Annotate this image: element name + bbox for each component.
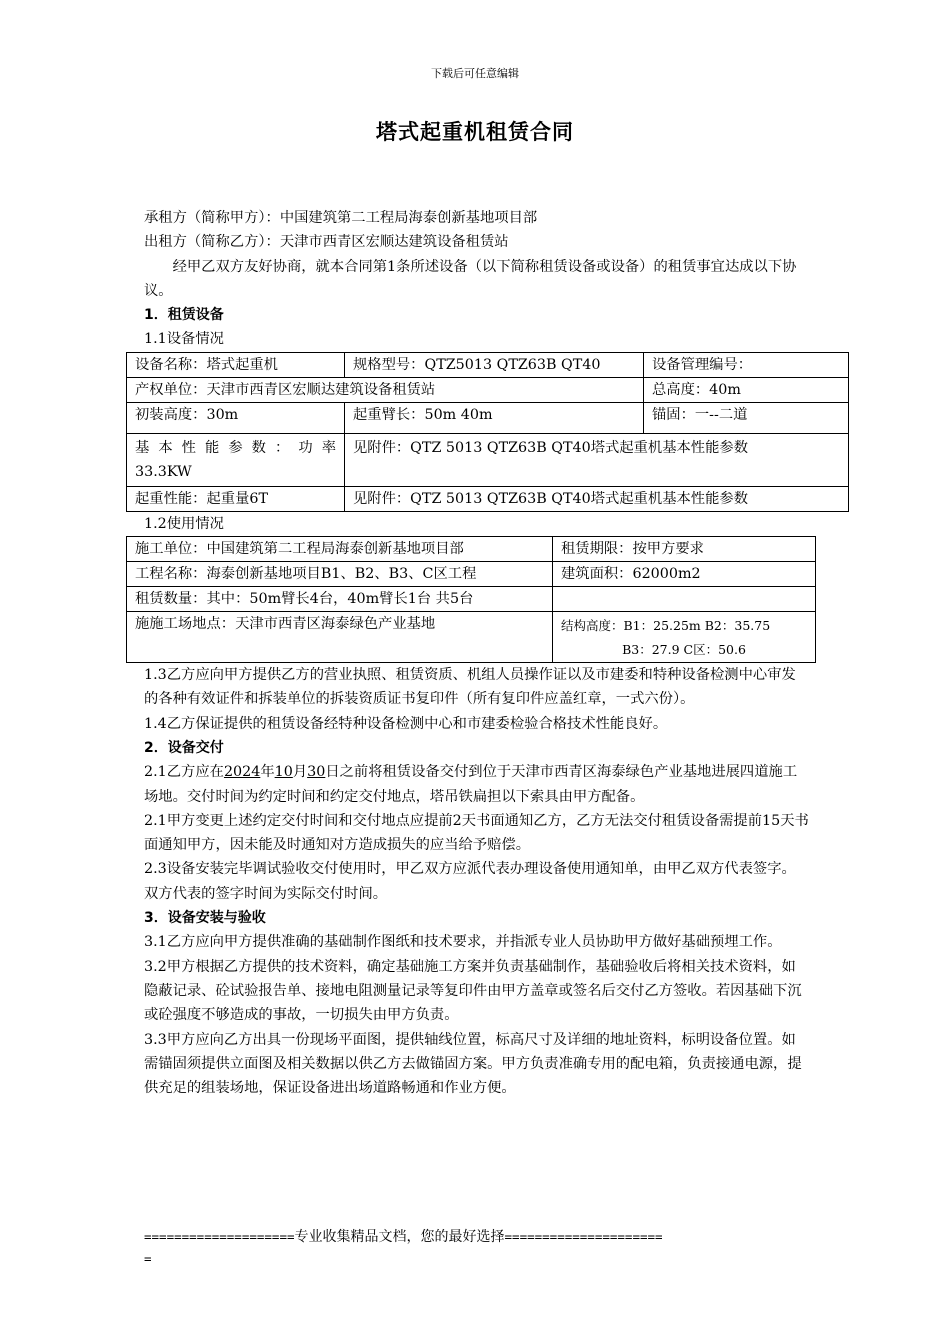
table-cell: 产权单位：天津市西青区宏顺达建筑设备租赁站 xyxy=(127,377,644,402)
table-cell: 见附件：QTZ 5013 QTZ63B QT40塔式起重机基本性能参数 xyxy=(345,486,849,511)
table-row xyxy=(127,352,849,377)
section-heading-delivery: 2．设备交付 xyxy=(144,739,224,756)
table-cell: 初装高度：30m xyxy=(127,402,345,433)
table-row xyxy=(127,486,849,511)
equipment-table xyxy=(126,352,849,512)
clause-3-3: 3.3甲方应向乙方出具一份现场平面图，提供轴线位置，标高尺寸及详细的地址资料，标明设备位置。如需锚固须提供立面图及相关数据以供乙方去做锚固方案。甲方负责准确专用的配电箱，负责接通电源，提供充足的组装场地，保证设备进出场道路畅通和作业方便。 xyxy=(144,1031,802,1097)
structure-height-line1: 结构高度：B1：25.25m B2：35.75 xyxy=(561,618,771,634)
clause-3-1: 3.1乙方应向甲方提供准确的基础制作图纸和技术要求，并指派专业人员协助甲方做好基础预埋工作。 xyxy=(144,934,782,951)
table-cell: 施工单位：中国建筑第二工程局海泰创新基地项目部 xyxy=(127,537,553,562)
table-cell: 起重性能：起重量6T xyxy=(127,486,345,511)
document-title: 塔式起重机租赁合同 xyxy=(376,120,574,144)
power-value: 33.3KW xyxy=(135,463,192,480)
clause-text: 年 xyxy=(260,764,275,781)
table-cell: 施施工场地点：天津市西青区海泰绿色产业基地 xyxy=(127,612,553,663)
clause-2-3: 2.3设备安装完毕调试验收交付使用时，甲乙双方应派代表办理设备使用通知单，由甲乙双方代表签字。双方代表的签字时间为实际交付时间。 xyxy=(144,861,796,902)
footer-rule-wrap: = xyxy=(144,1251,152,1266)
lessor-line: 出租方（简称乙方）：天津市西青区宏顺达建筑设备租赁站 xyxy=(144,234,509,251)
footer-rule-left: ==================== xyxy=(144,1229,295,1244)
clause-text: 2.1乙方应在 xyxy=(144,764,224,781)
subheading-usage-status: 1.2使用情况 xyxy=(144,515,224,532)
contract-body xyxy=(135,206,809,1100)
table-row xyxy=(127,377,849,402)
table-cell: 设备名称：塔式起重机 xyxy=(127,352,345,377)
footer-slogan: 专业收集精品文档，您的最好选择 xyxy=(294,1229,505,1245)
table-cell: 设备管理编号： xyxy=(644,352,849,377)
table-cell xyxy=(553,612,816,663)
intro-paragraph: 经甲乙双方友好协商，就本合同第1条所述设备（以下简称租赁设备或设备）的租赁事宜达成以下协议。 xyxy=(144,258,797,299)
section-heading-equipment: 1．租赁设备 xyxy=(144,307,224,324)
table-cell: 租赁期限：按甲方要求 xyxy=(553,537,816,562)
table-cell: 起重臂长：50m 40m xyxy=(345,402,644,433)
table-cell: 见附件：QTZ 5013 QTZ63B QT40塔式起重机基本性能参数 xyxy=(345,433,849,486)
clause-1-4: 1.4乙方保证提供的租赁设备经特种设备检测中心和市建委检验合格技术性能良好。 xyxy=(144,715,668,732)
usage-table xyxy=(126,536,816,663)
clause-3-2: 3.2甲方根据乙方提供的技术资料，确定基础施工方案并负责基础制作，基础验收后将相关技术资料，如隐蔽记录、砼试验报告单、接地电阻测量记录等复印件由甲方盖章或签名后交付乙方签收。若因基础下沉或砼强度不够造成的事故，一切损失由甲方负责。 xyxy=(144,958,802,1024)
lessee-line: 承租方（简称甲方）：中国建筑第二工程局海泰创新基地项目部 xyxy=(144,210,538,226)
delivery-month: 10 xyxy=(274,764,293,781)
table-row xyxy=(127,433,849,486)
clause-2-1 xyxy=(144,760,809,809)
footer-rule-right: ===================== xyxy=(504,1229,663,1244)
delivery-year: 2024 xyxy=(223,764,261,781)
table-row xyxy=(127,612,816,663)
table-cell: 规格型号：QTZ5013 QTZ63B QT40 xyxy=(345,352,644,377)
section-heading-installation: 3．设备安装与验收 xyxy=(144,910,266,927)
table-cell: 租赁数量：其中：50m臂长4台，40m臂长1台 共5台 xyxy=(127,587,553,612)
page-header-note: 下载后可任意编辑 xyxy=(431,67,519,80)
page-footer xyxy=(144,1226,809,1269)
table-row xyxy=(127,562,816,587)
table-row xyxy=(127,402,849,433)
table-cell: 建筑面积：62000m2 xyxy=(553,562,816,587)
clause-text: 日之前将租赁设备交付到位于天津市西青区海泰绿色产业基地进展四道施工场地。交付时间为约定时间和约定交付地点，塔吊铁扁担以下索具由甲方配备。 xyxy=(144,764,798,805)
subheading-equipment-status: 1.1设备情况 xyxy=(144,331,224,348)
performance-label: 基 本 性 能 参 数 ： 功 率 xyxy=(135,439,336,456)
delivery-day: 30 xyxy=(307,764,326,781)
clause-2-2: 2.1甲方变更上述约定交付时间和交付地点应提前2天书面通知乙方，乙方无法交付租赁设备需提前15天书面通知甲方，因未能及时通知对方造成损失的应当给予赔偿。 xyxy=(144,812,809,854)
table-cell xyxy=(553,587,816,612)
clause-1-3: 1.3乙方应向甲方提供乙方的营业执照、租赁资质、机组人员操作证以及市建委和特种设备检测中心审发的各种有效证件和拆装单位的拆装资质证书复印件（所有复印件应盖红章，一式六份）。 xyxy=(144,667,796,708)
table-cell: 工程名称：海泰创新基地项目B1、B2、B3、C区工程 xyxy=(127,562,553,587)
table-cell xyxy=(127,433,345,486)
table-cell: 锚固：一--二道 xyxy=(644,402,849,433)
clause-text: 月 xyxy=(292,764,308,781)
table-row xyxy=(127,537,816,562)
table-row xyxy=(127,587,816,612)
structure-height-line2: B3：27.9 C区：50.6 xyxy=(622,642,746,658)
table-cell: 总高度：40m xyxy=(644,377,849,402)
